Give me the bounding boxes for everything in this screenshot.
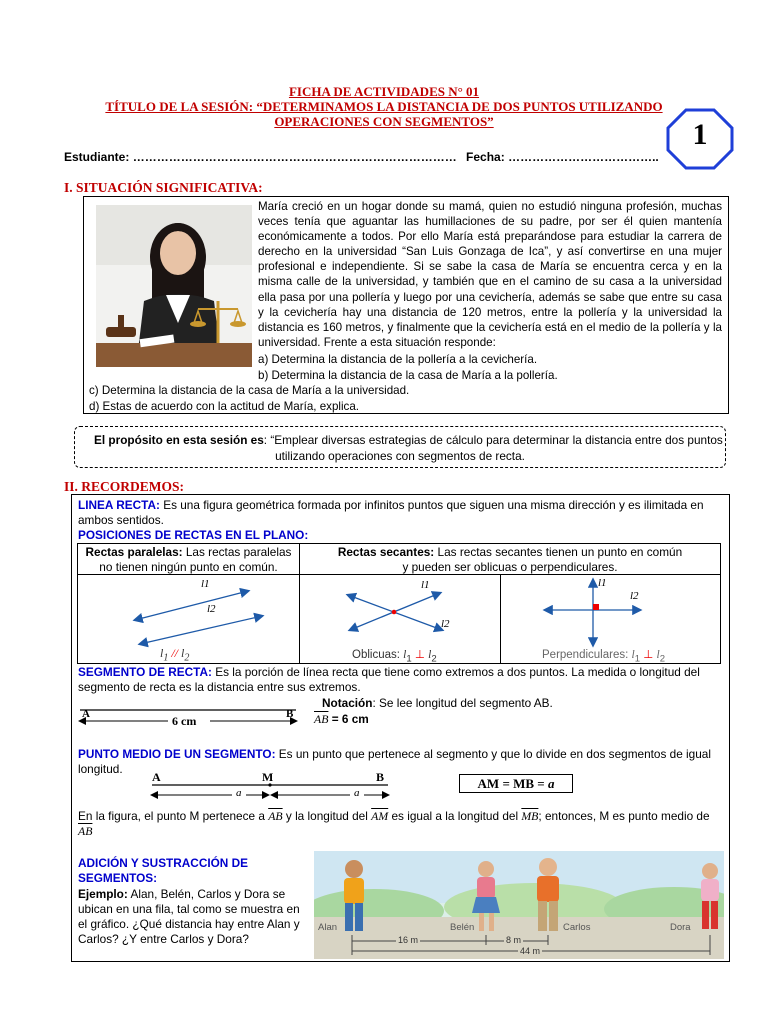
secantes-label: Rectas secantes: <box>337 545 435 559</box>
perp-label-l2: l2 <box>630 590 639 602</box>
session-title: TÍTULO DE LA SESIÓN: “DETERMINAMOS LA DISTANCIA DE DOS PUNTOS UTILIZANDO <box>105 99 663 114</box>
ejemplo-text: Ejemplo: Alan, Belén, Carlos y Dora se ubican en una fila, tal como se muestra en el gráfico. ¿Qué distancia hay entre Alan y Carlos? ¿Y entre Carlos y Dora? <box>78 887 300 946</box>
mid-point-b: B <box>376 770 385 784</box>
label-belen: Belén <box>450 922 475 933</box>
notacion-formula: $\overline{AB} = 6$ cm <box>314 712 369 726</box>
session-title-cont: OPERACIONES CON SEGMENTOS” <box>274 114 494 129</box>
parallel-line-2 <box>140 616 262 644</box>
perp-notation: Perpendiculares: $l_1$ ⊥ $l_2$ <box>542 649 666 665</box>
question-b: b) Determina la distancia de la casa de María a la pollería. <box>258 369 558 382</box>
punto-medio-definition <box>78 747 718 777</box>
situation-story: María creció en un hogar donde su mamá, quien no estudió ninguna profesión, muchas veces tenía que aguantar las humillaciones de su padre, por ser él quien mantenía económicamente a todos. Por ello María está preparándose para estudiar la carrera de derecho en la universidad “San Luis Gonzaga de Ica”, y así convertirse en una mujer profesional e independiente. Si se sabe la casa de María se encuentra cerca y en la misma calle de la universidad, y también que en el camino de su casa a la universidad ella pasa por una pollería y luego por una cevichería, además se sabe que entre su casa y la cevichería hay una distancia de 120 metros, entre la pollería y la universidad la distancia es 160 metros, y finalmente que la cevichería está en el medio de la pollería y la universidad. Frente a esta situación responde: <box>258 200 722 349</box>
notacion-line: Notación: Se lee longitud del segmento AB. <box>322 696 553 710</box>
right-angle-mark <box>593 604 599 610</box>
question-d: d) Estas de acuerdo con la actitud de María, explica. <box>89 400 360 413</box>
label-carlos: Carlos <box>563 922 591 933</box>
segment-point-a: A <box>82 708 90 720</box>
segment-length-label: 6 cm <box>172 714 197 728</box>
posiciones-title: POSICIONES DE RECTAS EN EL PLANO: <box>78 528 309 542</box>
worksheet-number: FICHA DE ACTIVIDADES N° 01 <box>288 84 480 99</box>
distance-alan-dora: 44 m <box>520 946 541 956</box>
distance-belen-carlos: 8 m <box>506 935 522 945</box>
parallel-notation: $l_1 // l_2$ <box>160 646 190 664</box>
oblique-intersection <box>392 610 397 615</box>
purpose-label: El propósito en esta sesión es <box>94 433 264 447</box>
parallel-label-l1: l1 <box>201 578 210 590</box>
midpoint-explanation: En la figura, el punto M pertenece a $\overline{AB}$ y la longitud del $\overline{AM}$ es igual a la longitud del $\overline{MB}$; entonces, M es punto medio de $\overline{AB}$ <box>78 809 710 838</box>
segmento-text: Es la porción de línea recta que tiene como extremos a dos puntos. La medida o longitud del segmento de recta es la distancia entre sus extremos. <box>78 665 700 694</box>
perp-label-l1: l1 <box>598 577 607 589</box>
date-label: Fecha: <box>466 150 505 164</box>
midpoint-formula: AM = MB = a <box>459 774 573 793</box>
punto-medio-text: Es un punto que pertenece al segmento y que lo divide en dos segmentos de igual longitud. <box>78 747 711 776</box>
question-c: c) Determina la distancia de la casa de María a la universidad. <box>89 384 410 397</box>
punto-medio-label: PUNTO MEDIO DE UN SEGMENTO: <box>78 747 276 761</box>
am-length: a <box>236 787 242 799</box>
paralelas-text1: Las rectas paralelas <box>182 545 292 559</box>
linea-recta-label: LINEA RECTA: <box>78 498 160 512</box>
student-label: Estudiante: <box>64 150 130 164</box>
purpose-line2: utilizando operaciones con segmentos de recta. <box>275 449 525 463</box>
mid-point-m: M <box>262 770 274 784</box>
linea-recta-text: Es una figura geométrica formada por infinitos puntos que siguen una misma dirección y es ilimitada en ambos sentidos. <box>78 498 704 527</box>
mb-length: a <box>354 787 360 799</box>
adicion-title: ADICIÓN Y SUSTRACCIÓN DE SEGMENTOS: <box>78 856 248 885</box>
purpose-text1: : “Emplear diversas estrategias de cálculo para determinar la distancia entre dos puntos <box>263 433 723 447</box>
mid-point-a: A <box>152 770 161 784</box>
distance-alan-belen: 16 m <box>398 935 419 945</box>
section-situacion-title: I. SITUACIÓN SIGNIFICATIVA: <box>64 180 263 195</box>
label-alan: Alan <box>318 922 338 933</box>
question-a: a) Determina la distancia de la pollería a la cevichería. <box>258 353 538 366</box>
parallel-line-1 <box>135 591 248 620</box>
oblique-notation: Oblicuas: $l_1$ ⊥ $l_2$ <box>352 649 437 665</box>
segmento-definition <box>78 665 718 695</box>
paralelas-text2: no tienen ningún punto en común. <box>99 560 278 574</box>
badge-number: 1 <box>692 118 708 151</box>
paralelas-label: Rectas paralelas: <box>85 545 183 559</box>
oblique-label-l2: l2 <box>441 618 450 630</box>
segment-point-b: B <box>286 708 294 720</box>
secantes-text2: y pueden ser oblicuas o perpendiculares. <box>402 560 618 574</box>
secantes-text1: Las rectas secantes tienen un punto en común <box>434 545 683 559</box>
section-recordemos-title: II. RECORDEMOS: <box>64 479 185 494</box>
parallel-label-l2: l2 <box>207 603 216 615</box>
student-name-blank[interactable]: ……………………………………………………………………… <box>132 150 457 164</box>
segmento-label: SEGMENTO DE RECTA: <box>78 665 212 679</box>
label-dora: Dora <box>670 922 691 933</box>
oblique-label-l1: l1 <box>421 579 430 591</box>
date-blank[interactable]: ……………………………….. <box>508 150 659 164</box>
